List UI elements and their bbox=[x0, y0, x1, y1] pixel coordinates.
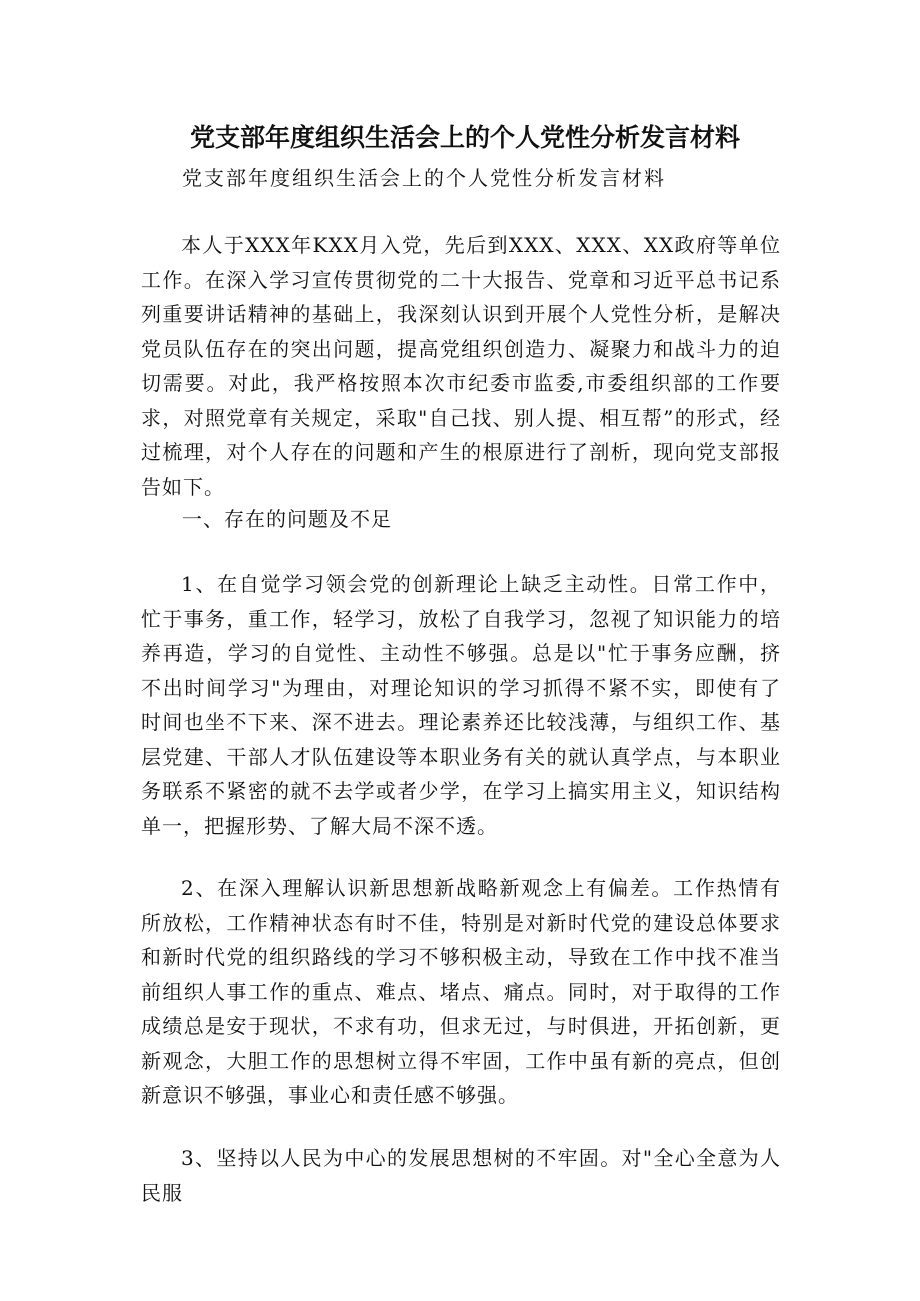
issue-paragraph-3: 3、坚持以人民为中心的发展思想树的不牢固。对"全心全意为人民服 bbox=[141, 1146, 781, 1205]
document-title: 党支部年度组织生活会上的个人党性分析发言材料 bbox=[190, 123, 741, 152]
issue-paragraph-1: 1、在自觉学习领会党的创新理论上缺乏主动性。日常工作中，忙于事务，重工作，轻学习，放松了自我学习，忽视了知识能力的培养再造，学习的自觉性、主动性不够强。总是以"忙于事务应酬，挤不出时间学习"为理由，对理论知识的学习抓得不紧不实，即使有了时间也坐不下来、深不进去。理论素养还比较浅薄，与组织工作、基层党建、干部人才队伍建设等本职业务有关的就认真学点，与本职业务联系不紧密的就不去学或者少学，在学习上搞实用主义，知识结构单一，把握形势、了解大局不深不透。 bbox=[141, 572, 781, 838]
document-subtitle: 党支部年度组织生活会上的个人党性分析发言材料 bbox=[182, 166, 666, 190]
intro-paragraph: 本人于XXX年KXX月入党，先后到XXX、XXX、XX政府等单位工作。在深入学习宣传贯彻党的二十大报告、党章和习近平总书记系列重要讲话精神的基础上，我深刻认识到开展个人党性分析，是解决党员队伍存在的突出问题，提高党组织创造力、凝聚力和战斗力的迫切需要。对此，我严格按照本次市纪委市监委,市委组织部的工作要求，对照党章有关规定，采取"自己找、别人提、相互帮”的形式，经过梳理，对个人存在的问题和产生的根原进行了剖析，现向党支部报告如下。 bbox=[141, 233, 781, 499]
section-heading: 一、存在的问题及不足 bbox=[182, 507, 392, 531]
issue-paragraph-2: 2、在深入理解认识新思想新战略新观念上有偏差。工作热情有所放松，工作精神状态有时不佳，特别是对新时代党的建设总体要求和新时代党的组织路线的学习不够积极主动，导致在工作中找不准当前组织人事工作的重点、难点、堵点、痛点。同时，对于取得的工作成绩总是安于现状，不求有功，但求无过，与时俱进，开拓创新，更新观念，大胆工作的思想树立得不牢固，工作中虽有新的亮点，但创新意识不够强，事业心和责任感不够强。 bbox=[141, 876, 781, 1107]
